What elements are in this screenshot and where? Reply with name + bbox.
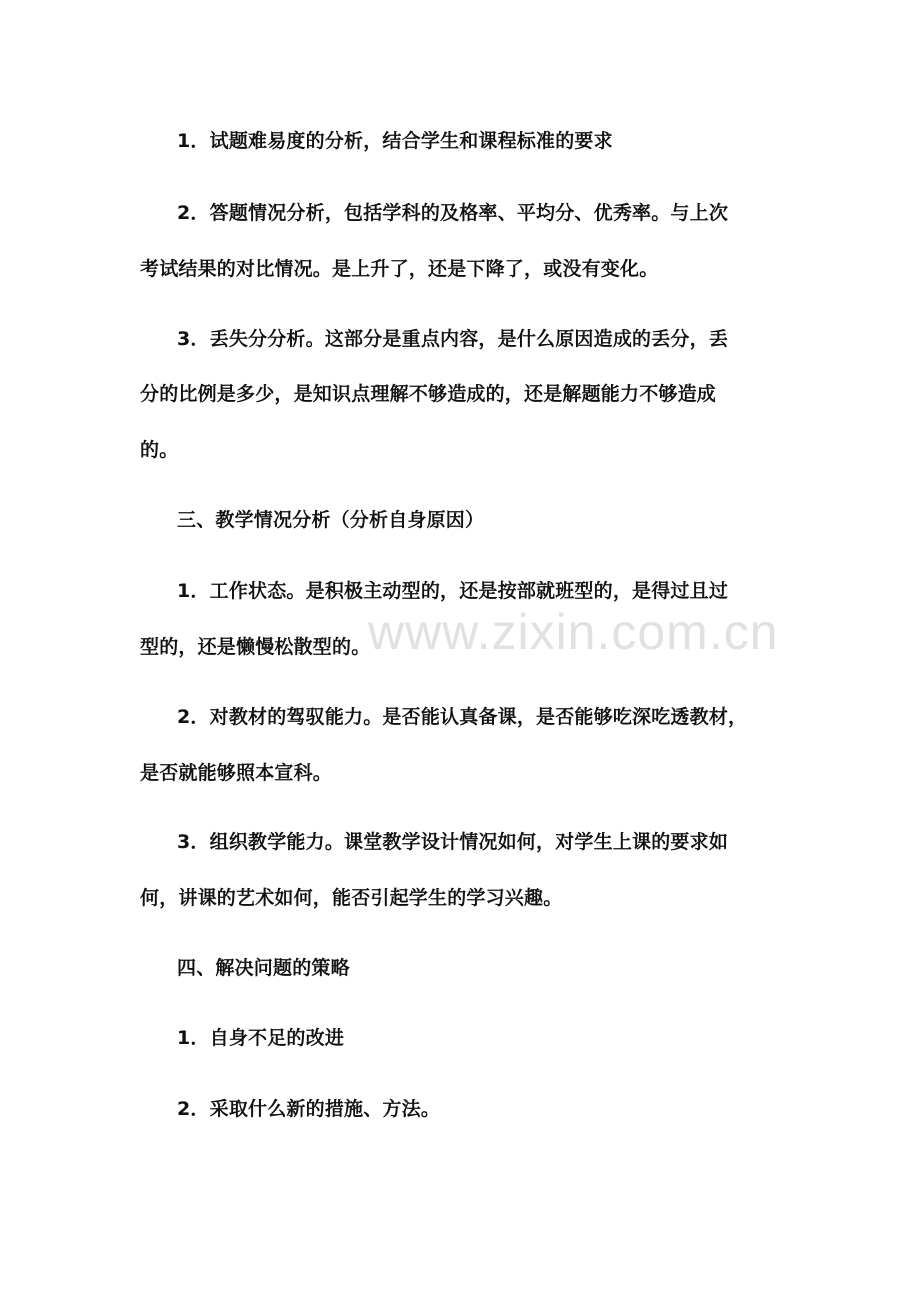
- paragraph-line: 1．自身不足的改进: [177, 1027, 345, 1049]
- paragraph-line: 型的，还是懒慢松散型的。: [140, 636, 371, 658]
- paragraph-line: 何，讲课的艺术如何，能否引起学生的学习兴趣。: [140, 887, 563, 909]
- paragraph-line: 考试结果的对比情况。是上升了，还是下降了，或没有变化。: [140, 258, 659, 280]
- paragraph-line: 是否就能够照本宣科。: [140, 762, 333, 784]
- paragraph-line: 2．对教材的驾驭能力。是否能认真备课，是否能够吃深吃透教材，: [177, 706, 748, 728]
- paragraph-line: 1．工作状态。是积极主动型的，还是按部就班型的，是得过且过: [177, 580, 729, 602]
- watermark: www.zixin.com.cn: [368, 604, 779, 660]
- paragraph-line: 3．组织教学能力。课堂教学设计情况如何，对学生上课的要求如: [177, 831, 729, 853]
- section-heading: 四、解决问题的策略: [177, 957, 350, 979]
- paragraph-line: 1．试题难易度的分析，结合学生和课程标准的要求: [177, 130, 613, 152]
- paragraph-line: 3．丢失分分析。这部分是重点内容，是什么原因造成的丢分，丢: [177, 328, 729, 350]
- paragraph-line: 的。: [140, 439, 179, 461]
- paragraph-line: 2．采取什么新的措施、方法。: [177, 1098, 441, 1120]
- paragraph-line: 分的比例是多少，是知识点理解不够造成的，还是解题能力不够造成: [140, 383, 717, 405]
- paragraph-line: 2．答题情况分析，包括学科的及格率、平均分、优秀率。与上次: [177, 202, 729, 224]
- section-heading: 三、教学情况分析（分析自身原因）: [177, 509, 485, 531]
